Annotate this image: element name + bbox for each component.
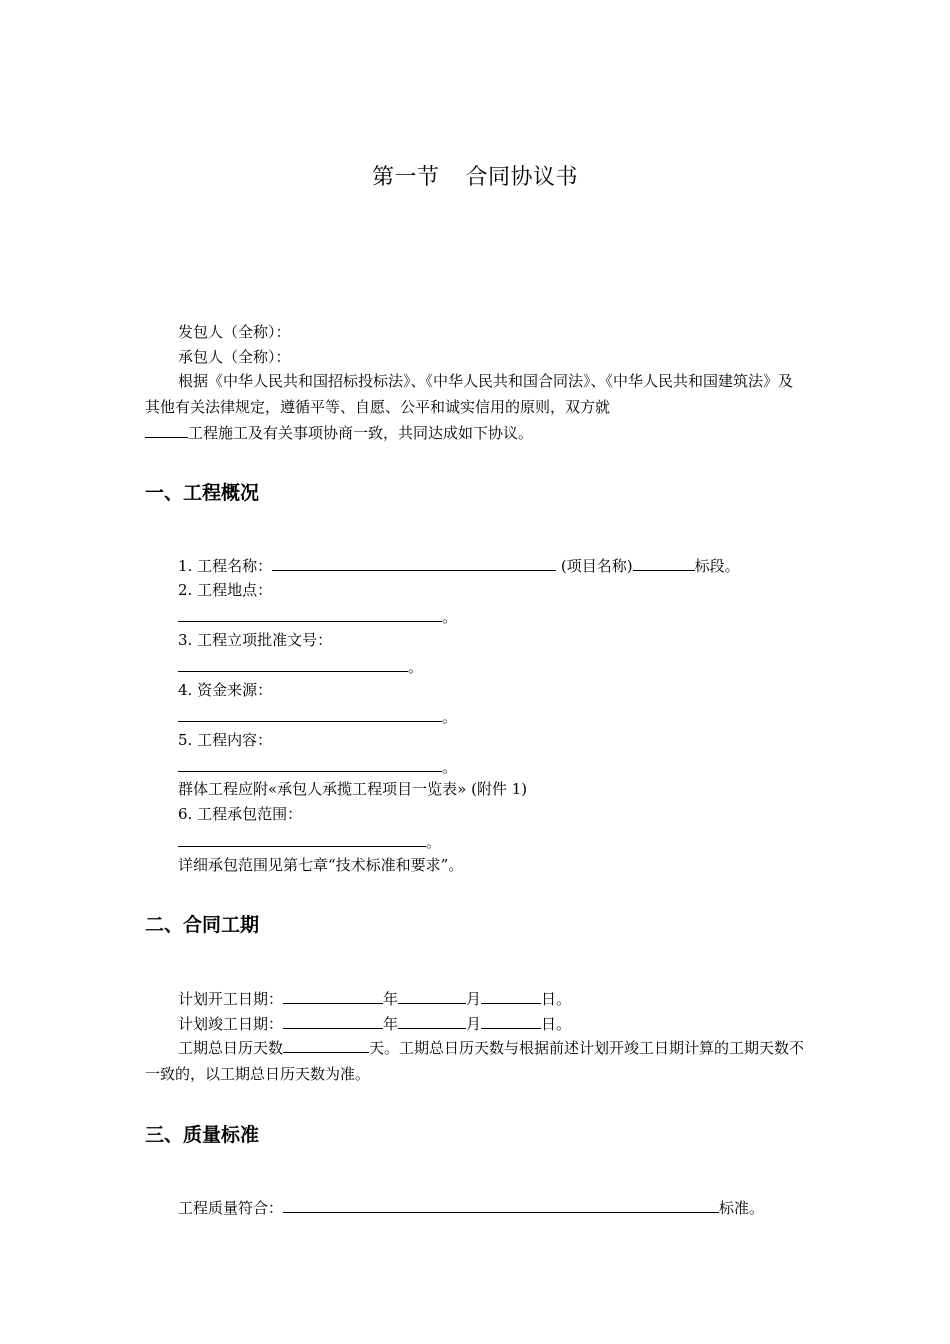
period: 。	[442, 608, 458, 626]
period: 。	[408, 658, 424, 676]
finish-day-blank	[481, 1013, 541, 1029]
start-month-blank	[398, 988, 466, 1004]
section-heading-overview: 一、工程概况	[145, 482, 260, 504]
quality-label: 工程质量符合：	[178, 1199, 284, 1217]
start-day-blank	[481, 988, 541, 1004]
title-section-number: 第一节	[371, 165, 440, 190]
section-heading-duration: 二、合同工期	[145, 914, 260, 936]
project-name-label: 1. 工程名称：	[178, 557, 273, 575]
location-line	[178, 606, 457, 627]
finish-year-blank	[283, 1013, 383, 1029]
start-date-line	[178, 988, 571, 1009]
content-line	[178, 756, 457, 777]
approval-blank	[178, 656, 408, 672]
day-label: 日。	[541, 1015, 572, 1033]
approval-label: 3. 工程立项批准文号：	[178, 631, 333, 649]
title-text: 合同协议书	[465, 165, 579, 190]
day-label: 日。	[541, 990, 572, 1008]
quality-line	[178, 1197, 764, 1218]
project-name-mid: (项目名称)	[556, 557, 633, 575]
page-title	[0, 160, 950, 191]
approval-line	[178, 656, 423, 677]
days-blank	[283, 1037, 369, 1053]
group-note: 群体工程应附«承包人承揽工程项目一览表» (附件 1)	[178, 780, 528, 798]
intro-text-b: 工程施工及有关事项协商一致，共同达成如下协议。	[188, 424, 534, 442]
intro-text-a: 根据《中华人民共和国招标投标法》、《中华人民共和国合同法》、《中华人民共和国建筑法》及其他有关法律规定，遵循平等、自愿、公平和诚实信用的原则，双方就	[145, 372, 794, 416]
scope-line	[178, 831, 441, 852]
project-name-blank	[145, 422, 188, 438]
section-heading-quality: 三、质量标准	[145, 1124, 260, 1146]
project-name-blank-1	[272, 555, 556, 571]
scope-blank	[178, 831, 426, 847]
quality-blank	[283, 1197, 719, 1213]
employer-line: 发包人（全称）：	[178, 323, 291, 341]
period: 。	[426, 833, 442, 851]
project-name-end: 标段。	[694, 557, 740, 575]
year-label: 年	[383, 1015, 399, 1033]
lot-blank	[633, 555, 695, 571]
scope-note: 详细承包范围见第七章“技术标准和要求”。	[178, 856, 464, 874]
location-label: 2. 工程地点：	[178, 581, 273, 599]
content-blank	[178, 756, 442, 772]
quality-end: 标准。	[719, 1199, 765, 1217]
days-label: 工期总日历天数	[178, 1039, 284, 1057]
year-label: 年	[383, 990, 399, 1008]
finish-month-blank	[398, 1013, 466, 1029]
period: 。	[442, 758, 458, 776]
scope-label: 6. 工程承包范围：	[178, 805, 303, 823]
project-name-line	[178, 555, 740, 576]
start-date-label: 计划开工日期：	[178, 990, 284, 1008]
duration-paragraph	[145, 1035, 807, 1087]
month-label: 月	[466, 990, 482, 1008]
contractor-line: 承包人（全称）：	[178, 348, 291, 366]
finish-date-label: 计划竣工日期：	[178, 1015, 284, 1033]
funding-blank	[178, 706, 442, 722]
funding-label: 4. 资金来源：	[178, 681, 273, 699]
finish-date-line	[178, 1013, 571, 1034]
days-text: 天。工期总日历天数与根据前述计划开竣工日期计算的工期天数不一致的，以工期总日历天数为准。	[145, 1039, 805, 1083]
start-year-blank	[283, 988, 383, 1004]
content-label: 5. 工程内容：	[178, 731, 273, 749]
intro-paragraph	[145, 368, 807, 446]
period: 。	[442, 708, 458, 726]
funding-line	[178, 706, 457, 727]
location-blank	[178, 606, 442, 622]
month-label: 月	[466, 1015, 482, 1033]
